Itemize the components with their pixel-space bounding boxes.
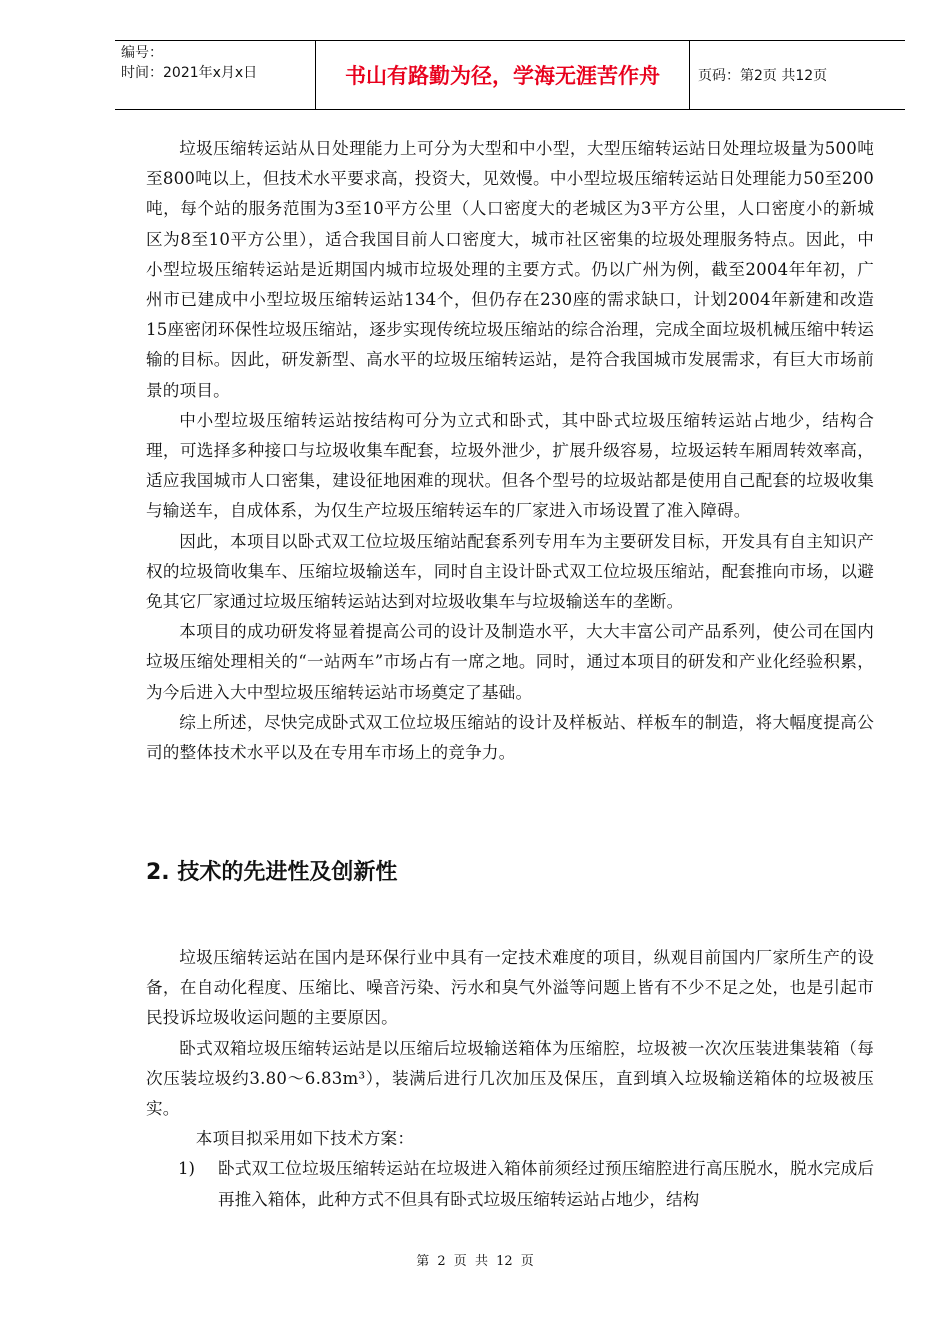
footer-ye: 页 (453, 1254, 467, 1269)
header-page-info: 页码：第2页 共12页 (698, 68, 828, 84)
paragraph: 卧式双箱垃圾压缩转运站是以压缩后垃圾输送箱体为压缩腔，垃圾被一次次压装进集装箱（每次压装垃圾约3.80～6.83m³），装满后进行几次加压及保压，直到填入垃圾输送箱体的垃圾被压实。 (146, 1038, 874, 1119)
header-meta (115, 41, 316, 109)
list-item-number: 1) (178, 1159, 196, 1179)
footer-ye: 页 (520, 1254, 534, 1269)
body-section-2 (146, 943, 874, 1215)
paragraph: 中小型垃圾压缩转运站按结构可分为立式和卧式，其中卧式垃圾压缩转运站占地少，结构合理，可选择多种接口与垃圾收集车配套，垃圾外泄少，扩展升级容易，垃圾运转车厢周转效率高，适应我国城市人口密集，建设征地困难的现状。但各个型号的垃圾站都是使用自己配套的垃圾收集与输送车，自成体系，为仅生产垃圾压缩转运车的厂家进入市场设置了准入障碍。 (146, 410, 874, 521)
paragraph: 垃圾压缩转运站在国内是环保行业中具有一定技术难度的项目，纵观目前国内厂家所生产的设备，在自动化程度、压缩比、噪音污染、污水和臭气外溢等问题上皆有不少不足之处，也是引起市民投诉垃圾收运问题的主要原因。 (146, 948, 874, 1028)
section-heading: 2. 技术的先进性及创新性 (146, 860, 398, 885)
footer-di: 第 (416, 1254, 430, 1269)
paragraph: 本项目的成功研发将显着提高公司的设计及制造水平，大大丰富公司产品系列，使公司在国内垃圾压缩处理相关的“一站两车”市场占有一席之地。同时，通过本项目的研发和产业化经验积累，为今后进入大中型垃圾压缩转运站市场奠定了基础。 (146, 622, 874, 702)
footer-total-pages: 12 (496, 1254, 513, 1269)
list-item-text: 卧式双工位垃圾压缩转运站在垃圾进入箱体前须经过预压缩腔进行高压脱水，脱水完成后再推入箱体，此种方式不但具有卧式垃圾压缩转运站占地少，结构 (218, 1159, 874, 1209)
document-number-label: 编号： (121, 45, 163, 61)
page-footer (0, 1250, 950, 1269)
paragraph: 垃圾压缩转运站从日处理能力上可分为大型和中小型，大型压缩转运站日处理垃圾量为500吨至800吨以上，但技术水平要求高，投资大，见效慢。中小型垃圾压缩转运站日处理能力50至200吨，每个站的服务范围为3至10平方公里（人口密度大的老城区为3平方公里，人口密度小的新城区为8至10平方公里），适合我国目前人口密度大，城市社区密集的垃圾处理服务特点。因此，中小型垃圾压缩转运站是近期国内城市垃圾处理的主要方式。仍以广州为例，截至2004年年初，广州市已建成中小型垃圾压缩转运站134个，但仍存在230座的需求缺口，计划2004年新建和改造15座密闭环保性垃圾压缩站，逐步实现传统垃圾压缩站的综合治理，完成全面垃圾机械压缩中转运输的目标。因此，研发新型、高水平的垃圾压缩转运站，是符合我国城市发展需求，有巨大市场前景的项目。 (146, 139, 874, 400)
paragraph: 本项目拟采用如下技术方案： (195, 1129, 415, 1149)
footer-gong: 共 (474, 1254, 488, 1269)
footer-page-number: 2 (437, 1254, 446, 1269)
header-motto: 书山有路勤为径，学海无涯苦作舟 (316, 41, 690, 109)
document-time: 时间：2021年x月x日 (121, 65, 258, 81)
paragraph: 综上所述，尽快完成卧式双工位垃圾压缩站的设计及样板站、样板车的制造，将大幅度提高公司的整体技术水平以及在专用车市场上的竞争力。 (146, 712, 874, 763)
paragraph: 因此，本项目以卧式双工位垃圾压缩站配套系列专用车为主要研发目标，开发具有自主知识产权的垃圾筒收集车、压缩垃圾输送车，同时自主设计卧式双工位垃圾压缩站，配套推向市场，以避免其它厂家通过垃圾压缩转运站达到对垃圾收集车与垃圾输送车的垄断。 (146, 531, 874, 612)
body-section-1 (146, 134, 874, 768)
page-header (115, 40, 905, 110)
list-item (146, 1154, 874, 1214)
